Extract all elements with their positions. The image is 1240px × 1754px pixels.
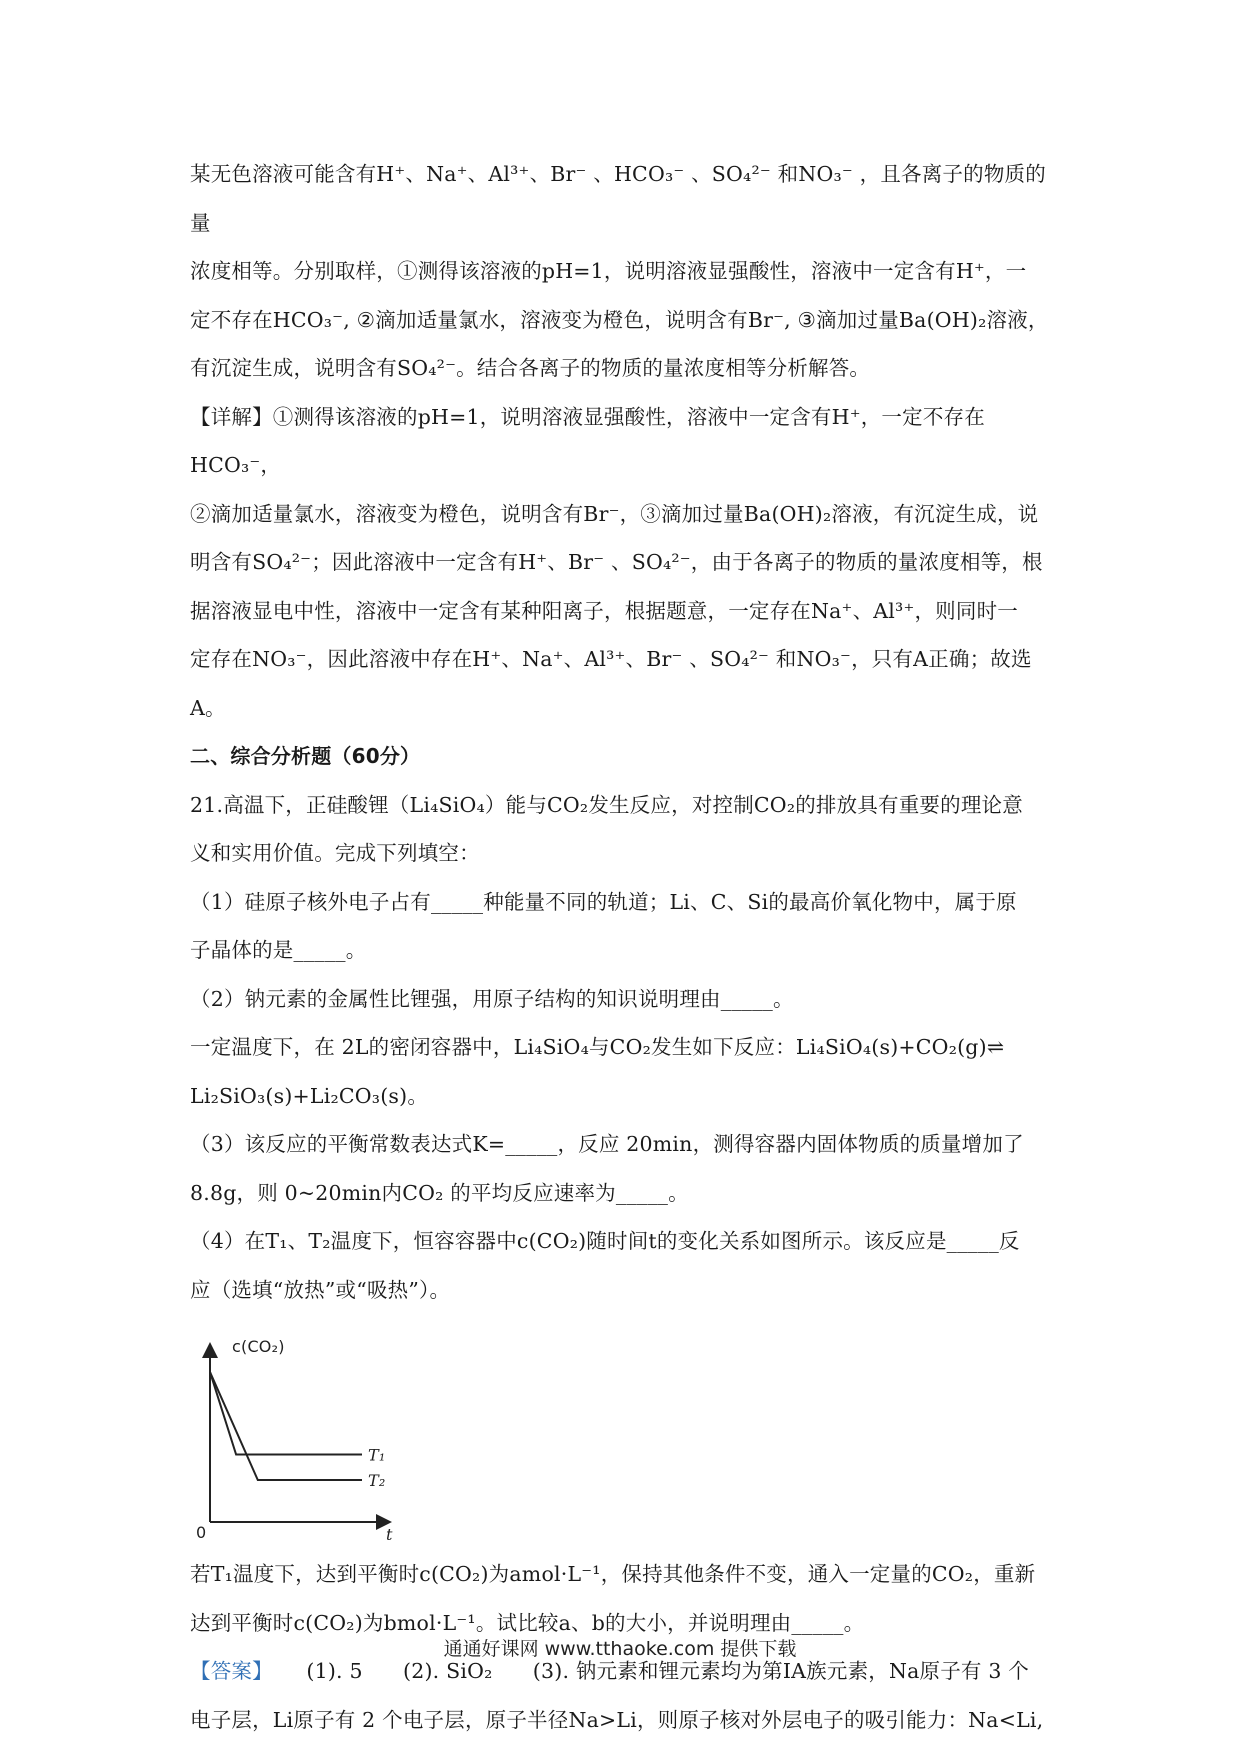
- analysis-line-1: 某无色溶液可能含有H⁺、Na⁺、Al³⁺、Br⁻ 、HCO₃⁻ 、SO₄²⁻ 和NO₃⁻ ，且各离子的物质的量: [190, 162, 1046, 235]
- reaction-line-1: 一定温度下，在 2L的密闭容器中，Li₄SiO₄与CO₂发生如下反应：Li₄SiO₄(s)+CO₂(g)⇌: [190, 1035, 1005, 1059]
- series-t2-line: [210, 1372, 362, 1480]
- page-footer: 通通好课网 www.tthaoke.com 提供下载: [443, 1638, 797, 1660]
- followup-line-2: 达到平衡时c(CO₂)为bmol·L⁻¹。试比较a、b的大小，并说明理由_____。: [190, 1610, 865, 1635]
- series-t2-label: T₂: [368, 1471, 386, 1490]
- detail-line-3: 明含有SO₄²⁻；因此溶液中一定含有H⁺、Br⁻ 、SO₄²⁻，由于各离子的物质的量浓度相等，根: [190, 550, 1043, 574]
- detail-line-1: 【详解】①测得该溶液的pH=1，说明溶液显强酸性，溶液中一定含有H⁺，一定不存在HCO₃⁻，: [190, 404, 985, 477]
- detail-line-5: 定存在NO₃⁻，因此溶液中存在H⁺、Na⁺、Al³⁺、Br⁻ 、SO₄²⁻ 和NO₃⁻，只有A正确；故选A。: [190, 647, 1032, 720]
- x-axis-label: t: [386, 1525, 393, 1542]
- series-t1-label: T₁: [368, 1445, 386, 1465]
- answer-tag: 【答案】: [190, 1659, 273, 1683]
- analysis-line-4: 有沉淀生成，说明含有SO₄²⁻。结合各离子的物质的量浓度相等分析解答。: [190, 356, 871, 380]
- detail-line-2: ②滴加适量氯水，溶液变为橙色，说明含有Br⁻，③滴加过量Ba(OH)₂溶液，有沉淀生成，说: [190, 501, 1039, 526]
- origin-label: 0: [196, 1523, 207, 1542]
- analysis-line-3: 定不存在HCO₃⁻, ②滴加适量氯水，溶液变为橙色，说明含有Br⁻, ③滴加过量Ba(OH)₂溶液，: [190, 307, 1049, 332]
- concentration-time-chart: [192, 1332, 432, 1542]
- subquestion-3-line-2: 8.8g，则 0~20min内CO₂ 的平均反应速率为_____。: [190, 1180, 689, 1205]
- answer-line-2: 电子层，Li原子有 2 个电子层，原子半径Na>Li，则原子核对外层电子的吸引能力：Na<Li,: [190, 1707, 1044, 1732]
- followup-line-1: 若T₁温度下，达到平衡时c(CO₂)为amol·L⁻¹，保持其他条件不变，通入一定量的CO₂，重新: [190, 1562, 1036, 1586]
- series-t1-line: [210, 1372, 362, 1455]
- subquestion-1-line-1: （1）硅原子核外电子占有_____种能量不同的轨道；Li、C、Si的最高价氧化物中，属于原: [190, 889, 1017, 914]
- subquestion-2: （2）钠元素的金属性比锂强，用原子结构的知识说明理由_____。: [190, 986, 794, 1011]
- answer-text-1: (1). 5 (2). SiO₂ (3). 钠元素和锂元素均为第ⅠA族元素，Na原子有 3 个: [272, 1659, 1030, 1683]
- subquestion-4-line-1: （4）在T₁、T₂温度下，恒容容器中c(CO₂)随时间t的变化关系如图所示。该反应是_____反: [190, 1229, 1020, 1253]
- question-21-line-1: 21.高温下，正硅酸锂（Li₄SiO₄）能与CO₂发生反应，对控制CO₂的排放具有重要的理论意: [190, 792, 1023, 817]
- subquestion-1-line-2: 子晶体的是_____。: [190, 938, 367, 962]
- question-21-line-2: 义和实用价值。完成下列填空：: [190, 841, 480, 865]
- concentration-time-figure: [190, 1332, 1060, 1542]
- subquestion-3-line-1: （3）该反应的平衡常数表达式K=_____，反应 20min，测得容器内固体物质的质量增加了: [190, 1132, 1024, 1156]
- y-axis-label: c(CO₂): [232, 1337, 285, 1356]
- document-body: [190, 150, 1060, 1744]
- section-heading: 二、综合分析题（60分）: [190, 744, 421, 768]
- detail-line-4: 据溶液显电中性，溶液中一定含有某种阳离子，根据题意，一定存在Na⁺、Al³⁺，则同时一: [190, 598, 1018, 623]
- analysis-line-2: 浓度相等。分别取样，①测得该溶液的pH=1，说明溶液显强酸性，溶液中一定含有H⁺，一: [190, 259, 1027, 283]
- subquestion-4-line-2: 应（选填“放热”或“吸热”）。: [190, 1277, 451, 1302]
- reaction-line-2: Li₂SiO₃(s)+Li₂CO₃(s)。: [190, 1083, 429, 1108]
